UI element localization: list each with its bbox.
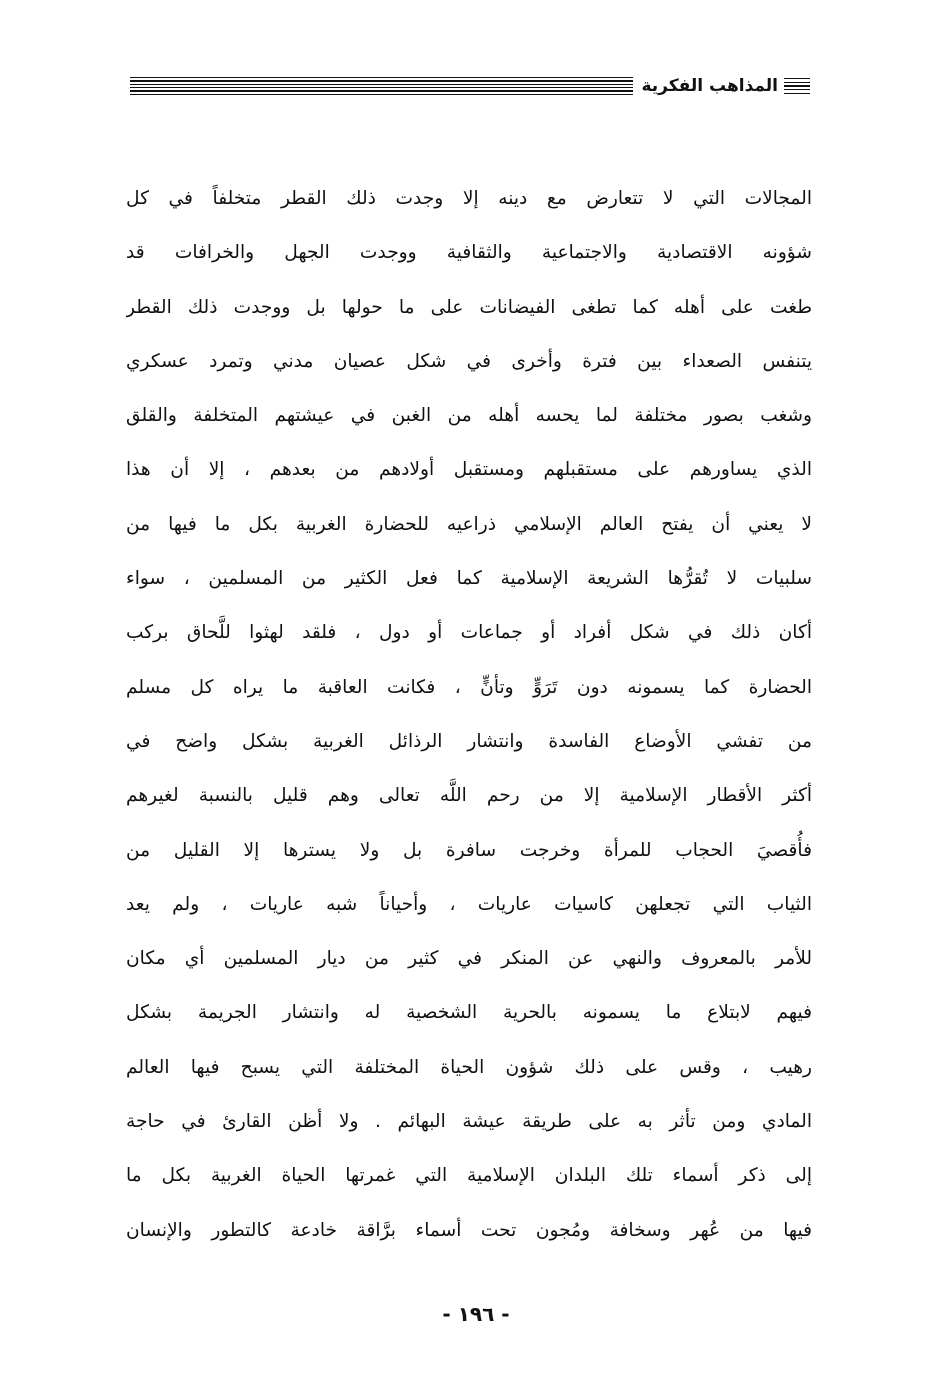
text-line: طغت على أهله كما تطغى الفيضانات على ما حولها بل ووجدت ذلك القطر bbox=[126, 296, 812, 318]
text-line: سلبيات لا تُقرُّها الشريعة الإسلامية كما فعل الكثير من المسلمين ، سواء bbox=[126, 568, 812, 590]
header-ornament-icon bbox=[784, 78, 810, 94]
text-line: أكثر الأقطار الإسلامية إلا من رحم اللَّه تعالى وهم قليل بالنسبة لغيرهم bbox=[126, 785, 812, 807]
text-line: الثياب التي تجعلهن كاسيات عاريات ، وأحياناً شبه عاريات ، ولم يعد bbox=[126, 893, 812, 915]
text-line: الحضارة كما يسمونه دون تَرَوٍّ وتأنٍّ ، فكانت العاقبة ما يراه كل مسلم bbox=[126, 676, 812, 698]
text-line: للأمر بالمعروف والنهي عن المنكر في كثير من ديار المسلمين أي مكان bbox=[126, 948, 812, 970]
body-text bbox=[126, 172, 812, 1258]
text-line: وشغب بصور مختلفة لما يحسه أهله من الغبن في عيشتهم المتخلفة والقلق bbox=[126, 405, 812, 427]
text-line: لا يعني أن يفتح العالم الإسلامي ذراعيه للحضارة الغربية بكل ما فيها من bbox=[126, 513, 812, 535]
text-line: المجالات التي لا تتعارض مع دينه إلا وجدت ذلك القطر متخلفاً في كل bbox=[126, 188, 812, 209]
running-header bbox=[130, 74, 810, 98]
text-line: رهيب ، وقس على ذلك شؤون الحياة المختلفة التي يسبح فيها العالم bbox=[126, 1056, 812, 1078]
text-line: فيهم لابتلاع ما يسمونه بالحرية الشخصية له وانتشار الجريمة بشكل bbox=[126, 1002, 812, 1024]
text-line: المادي ومن تأثر به على طريقة عيشة البهائم . ولا أظن القارئ في حاجة bbox=[126, 1111, 812, 1133]
page-number: - ١٩٦ - bbox=[442, 1302, 510, 1326]
text-line: إلى ذكر أسماء تلك البلدان الإسلامية التي غمرتها الحياة الغربية بكل ما bbox=[126, 1165, 812, 1187]
text-line: فأُقصيَ الحجاب للمرأة وخرجت سافرة بل ولا يسترها إلا القليل من bbox=[126, 839, 812, 861]
text-line: أكان ذلك في شكل أفراد أو جماعات أو دول ، فلقد لهثوا للَّحاق بركب bbox=[126, 622, 812, 644]
text-line: فيها من عُهر وسخافة ومُجون تحت أسماء برَّاقة خادعة كالتطور والإنسان bbox=[126, 1219, 812, 1241]
text-line: شؤونه الاقتصادية والاجتماعية والثقافية ووجدت الجهل والخرافات قد bbox=[126, 242, 812, 264]
text-line: يتنفس الصعداء بين فترة وأخرى في شكل عصيان مدني وتمرد عسكري bbox=[126, 350, 812, 372]
header-rule bbox=[130, 77, 633, 95]
text-line: الذي يساورهم على مستقبلهم ومستقبل أولادهم من بعدهم ، إلا أن هذا bbox=[126, 459, 812, 481]
running-title: المذاهب الفكرية bbox=[641, 76, 778, 96]
text-line: من تفشي الأوضاع الفاسدة وانتشار الرذائل الغربية بشكل واضح في bbox=[126, 730, 812, 752]
